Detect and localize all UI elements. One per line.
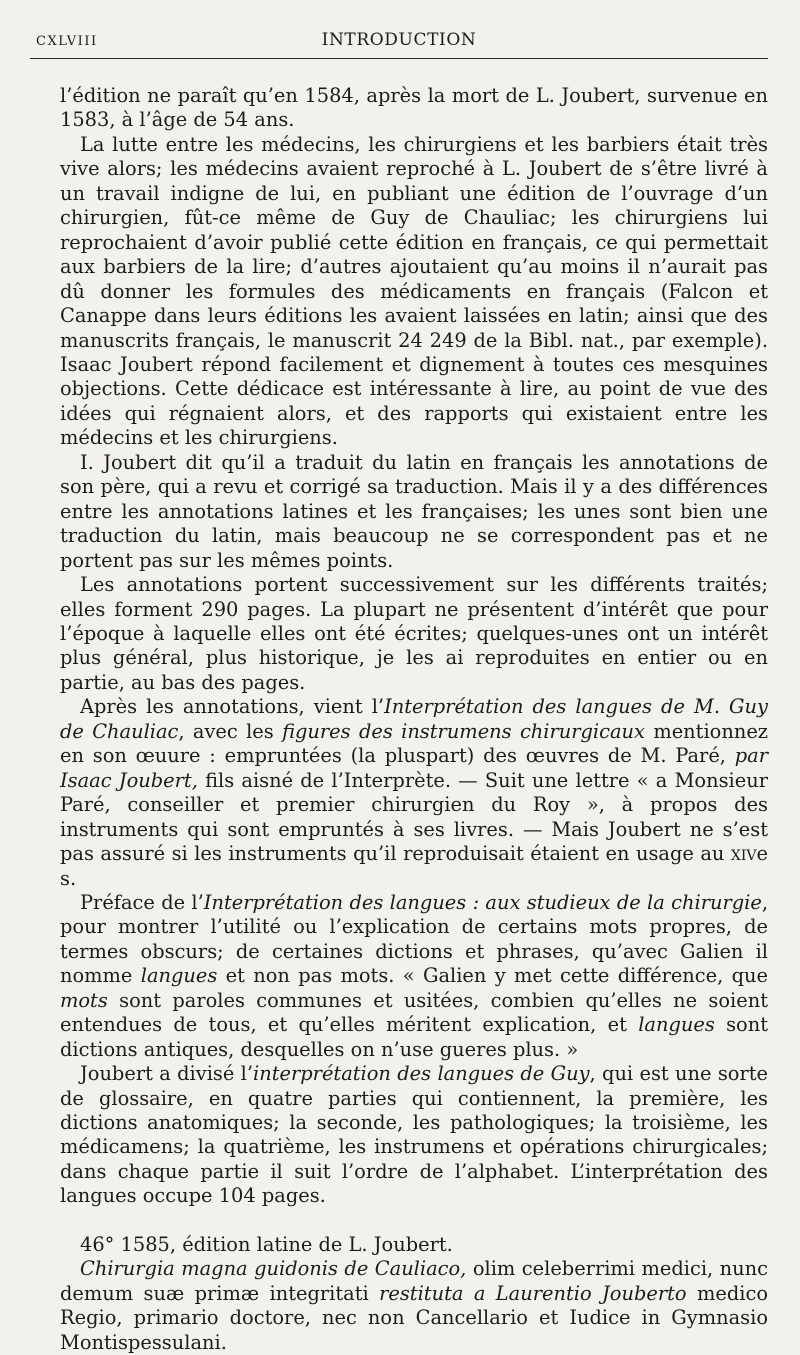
text-run: olim celeberrimi medici, nunc demum suæ primæ integritati bbox=[60, 1257, 768, 1305]
page-header bbox=[30, 28, 768, 59]
italic-text: mots bbox=[60, 988, 108, 1012]
paragraph bbox=[60, 451, 768, 573]
italic-text: restituta a Laurentio Jouberto bbox=[379, 1281, 687, 1305]
paragraph bbox=[60, 1233, 768, 1257]
italic-text: Interprétation des langues de M. Guy de Chauliac bbox=[60, 695, 768, 743]
text-run: , pour montrer l’utilité ou l’explication de certains mots propres, de termes obscurs; de certaines dictions et phrases, qu’avec Galien il nomme bbox=[60, 890, 768, 988]
body-text bbox=[60, 84, 768, 1355]
text-run: , qui est une sorte de glossaire, en quatre parties qui contiennent, la première, les dictions anatomiques; la seconde, les pathologiques; la troisième, les médicamens; la quatrième, les instrumens et opérations chirurgicales; dans chaque partie il suit l’ordre de l’alphabet. L’interprétation des langues occupe 104 pages. bbox=[60, 1062, 768, 1208]
text-run: l’édition ne paraît qu’en 1584, après la mort de L. Joubert, survenue en 1583, à l’âge de 54 ans. bbox=[60, 84, 768, 132]
paragraph bbox=[60, 695, 768, 891]
paragraph bbox=[60, 891, 768, 1062]
text-run: , avec les bbox=[178, 719, 283, 743]
text-run: Joubert a divisé l’ bbox=[80, 1062, 254, 1086]
text-run: e s. bbox=[60, 842, 768, 890]
paragraph bbox=[60, 573, 768, 695]
text-run: xiv bbox=[730, 842, 757, 866]
text-run: fils aisné de l’Interprète. — Suit une lettre « a Monsieur Paré, conseiller et premier chirurgien du Roy », à propos des instruments qui sont empruntés à ses livres. — Mais Joubert ne s’est pas assuré si les instruments qu’il reproduisait étaient en usage au bbox=[60, 768, 768, 866]
text-run: sont dictions antiques, desquelles on n’use gueres plus. » bbox=[60, 1013, 768, 1061]
section-gap bbox=[60, 1209, 768, 1233]
text-run: 46° 1585, édition latine de L. Joubert. bbox=[80, 1232, 453, 1256]
italic-text: par Isaac Joubert, bbox=[60, 744, 768, 792]
italic-text: Chirurgia magna guidonis de Cauliaco, bbox=[80, 1257, 467, 1281]
text-run: I. Joubert dit qu’il a traduit du latin en français les annotations de son père, qui a revu et corrigé sa traduction. Mais il y a des différences entre les annotations latines et les françaises; les unes sont bien une traduction du latin, mais beaucoup ne se correspondent pas et ne portent pas sur les mêmes points. bbox=[60, 450, 768, 572]
text-run: La lutte entre les médecins, les chirurgiens et les barbiers était très vive alors; les médecins avaient reproché à L. Joubert de s’être livré à un travail indigne de lui, en publiant une édition de l’ouvrage d’un chirurgien, fût-ce même de Guy de Chauliac; les chirurgiens lui reprochaient d’avoir publié cette édition en français, ce qui permettait aux barbiers de la lire; d’autres ajoutaient qu’au moins il n’aurait pas dû donner les formules des médicaments en français (Falcon et Canappe dans leurs éditions les avaient laissées en latin; ainsi que des manuscrits français, le manuscrit 24 249 de la Bibl. nat., par exemple). Isaac Joubert répond facilement et dignement à toutes ces mesquines objections. Cette dédicace est intéressante à lire, au point de vue des idées qui régnaient alors, et des rapports qui existaient entre les médecins et les chirurgiens. bbox=[60, 132, 768, 450]
paragraph bbox=[60, 1062, 768, 1209]
paragraph bbox=[60, 84, 768, 133]
text-run: Après les annotations, vient l’ bbox=[80, 695, 385, 719]
paragraph bbox=[60, 1257, 768, 1355]
text-run: sont paroles communes et usitées, combien qu’elles ne soient entendues de tous, et qu’elles méritent explication, et bbox=[60, 988, 768, 1037]
folio-number: CXLVIII bbox=[36, 34, 98, 49]
italic-text: Interprétation des langues : aux studieux de la chirurgie bbox=[203, 890, 762, 914]
text-run: Les annotations portent successivement sur les différents traités; elles forment 290 pages. La plupart ne présentent d’intérêt que pour l’époque à laquelle elles ont été écrites; quelques-unes ont un intérêt plus général, plus historique, je les ai reproduites en entier ou en partie, au bas des pages. bbox=[60, 573, 768, 694]
italic-text: interprétation des langues de Guy bbox=[253, 1062, 590, 1086]
text-run: mentionnez en son œuure : empruntées (la pluspart) des œuvres de M. Paré, bbox=[60, 719, 769, 768]
text-run: et non pas mots. « Galien y met cette différence, que bbox=[217, 964, 769, 988]
text-run: Préface de l’ bbox=[80, 890, 204, 914]
paragraph bbox=[60, 133, 768, 451]
italic-text: figures des instrumens chirurgicaux bbox=[282, 719, 645, 743]
italic-text: langues bbox=[140, 964, 218, 988]
italic-text: langues bbox=[638, 1013, 715, 1037]
text-run: medico Regio, primario doctore, nec non Cancellario et Iudice in Gymnasio Montispessulani. bbox=[60, 1281, 769, 1354]
running-title: INTRODUCTION bbox=[321, 30, 477, 50]
